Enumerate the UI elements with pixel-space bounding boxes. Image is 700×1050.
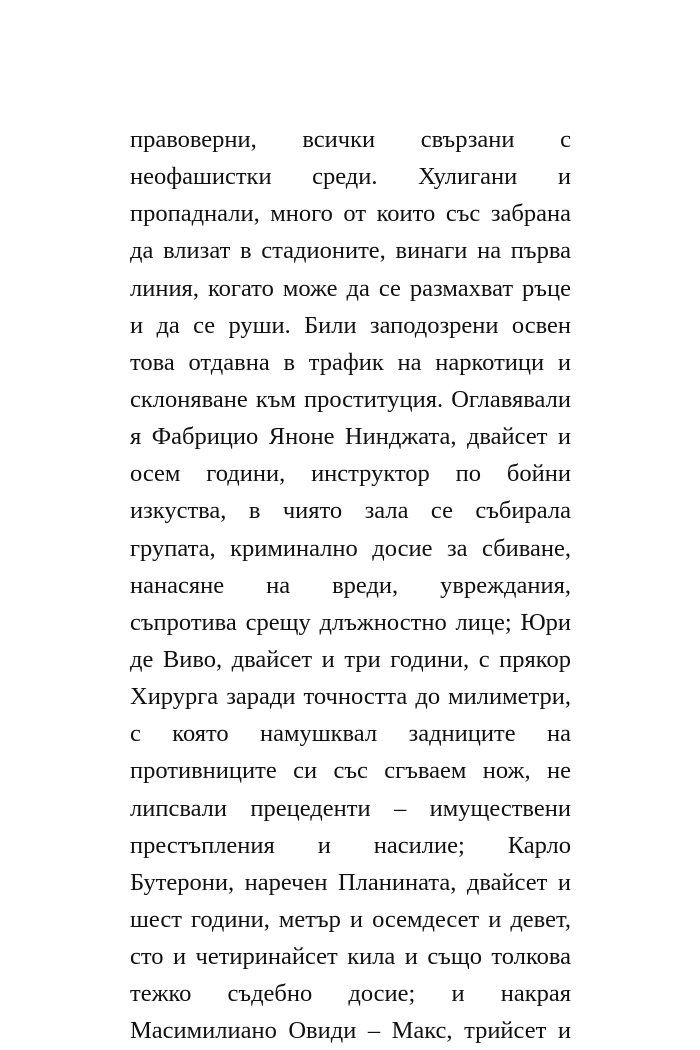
word: в: [248, 497, 261, 525]
word: двайсет: [466, 423, 548, 451]
word: Масимилиано: [130, 1017, 277, 1045]
word: отдавна: [188, 348, 270, 376]
word: сто: [130, 943, 164, 971]
word: първа: [510, 237, 571, 265]
word: руши.: [228, 311, 291, 339]
text-line: [130, 344, 571, 381]
word: нанасяне: [130, 571, 225, 599]
text-line: [130, 975, 571, 1012]
word: на: [477, 237, 502, 265]
word: пропаднали,: [130, 200, 260, 228]
text-line: [130, 381, 571, 418]
word: срещу: [245, 608, 311, 636]
word: нож,: [482, 757, 531, 785]
word: ръце: [522, 274, 571, 302]
word: Фабрицио: [151, 423, 259, 451]
word: се: [193, 311, 216, 339]
word: Планината,: [337, 868, 457, 896]
word: стадионите,: [261, 237, 386, 265]
word: с: [130, 720, 141, 748]
word: на: [546, 720, 571, 748]
word: години,: [390, 645, 470, 673]
word: Оглавявали: [451, 385, 571, 413]
word: престъпления: [130, 831, 275, 859]
word: и: [317, 831, 331, 859]
text-line: [130, 715, 571, 752]
word: правоверни,: [130, 126, 257, 153]
word: до: [415, 683, 441, 711]
word: инструктор: [311, 460, 430, 488]
word: по: [455, 460, 482, 488]
word: с: [478, 645, 490, 673]
word: двайсет: [466, 868, 548, 896]
word: кила: [347, 943, 396, 971]
text-line: [130, 418, 571, 455]
word: Хирурга: [130, 683, 219, 711]
word: прякор: [499, 645, 571, 673]
word: четиринайсет: [195, 943, 338, 971]
word: заради: [226, 683, 296, 711]
text-line: [130, 492, 571, 529]
word: със: [445, 200, 481, 228]
word: досие: [372, 534, 433, 562]
word: осем: [130, 460, 181, 488]
text-line: [130, 158, 571, 195]
word: събирала: [475, 497, 571, 525]
word: среди.: [312, 163, 378, 191]
word: със: [333, 757, 368, 785]
word: и: [130, 311, 144, 339]
word: които: [376, 200, 436, 228]
text-line: [130, 455, 571, 492]
text-line: [130, 1012, 571, 1049]
word: милиметри,: [448, 683, 571, 711]
word: намушквал: [260, 720, 378, 748]
word: досие;: [348, 980, 416, 1008]
word: заподозрени: [369, 311, 499, 339]
word: години,: [206, 460, 286, 488]
word: Хулигани: [418, 163, 518, 191]
word: и: [557, 348, 571, 376]
word: забрана: [490, 200, 571, 228]
word: –: [393, 794, 407, 822]
word: да: [156, 311, 180, 339]
word: Макс,: [391, 1017, 453, 1045]
word: и: [349, 905, 364, 933]
word: която: [172, 720, 229, 748]
word: я: [130, 423, 142, 451]
word: де: [130, 645, 154, 673]
word: бойни: [506, 460, 571, 488]
word: девет,: [510, 905, 571, 933]
word: трафик: [308, 348, 384, 376]
word: –: [367, 1017, 381, 1045]
word: проституция.: [303, 385, 444, 413]
word: противниците: [130, 757, 277, 785]
word: насилие;: [373, 831, 465, 859]
word: свързани: [420, 126, 515, 153]
word: зала: [364, 497, 409, 525]
word: винаги: [395, 237, 468, 265]
word: може: [282, 274, 338, 302]
word: метър: [278, 905, 341, 933]
word: се: [430, 497, 453, 525]
word: три: [344, 645, 381, 673]
word: длъжностно: [319, 608, 447, 636]
word: за: [446, 534, 468, 562]
word: Виво,: [162, 645, 223, 673]
word: неофашистки: [130, 163, 272, 191]
word: Бутерони,: [130, 868, 235, 896]
word: това: [130, 348, 175, 376]
word: размахват: [409, 274, 514, 302]
word: вреди,: [332, 571, 399, 599]
word: увреждания,: [440, 571, 571, 599]
word: и: [321, 645, 335, 673]
word: много: [270, 200, 333, 228]
text-line: [130, 901, 571, 938]
word: накрая: [500, 980, 571, 1008]
word: точността: [303, 683, 408, 711]
word: Карло: [507, 831, 571, 859]
text-line: [130, 827, 571, 864]
word: години,: [190, 905, 270, 933]
word: на: [397, 348, 422, 376]
word: Нинджата,: [344, 423, 457, 451]
word: задниците: [408, 720, 516, 748]
word: линия,: [130, 274, 199, 302]
word: и: [488, 905, 502, 933]
word: Били: [304, 311, 357, 339]
text-line: [130, 232, 571, 269]
body-text: [130, 121, 571, 1050]
text-line: [130, 604, 571, 641]
word: склоняване: [130, 385, 248, 413]
word: да: [130, 237, 154, 265]
word: на: [266, 571, 291, 599]
text-line: [130, 270, 571, 307]
word: толкова: [491, 943, 571, 971]
word: към: [255, 385, 296, 413]
word: съдебно: [227, 980, 313, 1008]
word: и: [557, 163, 571, 191]
word: Юри: [520, 608, 571, 636]
text-line: [130, 121, 571, 158]
text-line: [130, 307, 571, 344]
word: се: [378, 274, 401, 302]
word: лице;: [455, 608, 512, 636]
word: и: [557, 1017, 571, 1045]
word: в: [283, 348, 296, 376]
word: прецеденти: [250, 794, 371, 822]
text-line: [130, 641, 571, 678]
word: от: [343, 200, 367, 228]
word: изкуства,: [130, 497, 227, 525]
word: всички: [302, 126, 376, 153]
text-line: [130, 790, 571, 827]
word: Овиди: [288, 1017, 357, 1045]
word: липсвали: [130, 794, 227, 822]
word: с: [560, 126, 571, 153]
word: шест: [130, 905, 182, 933]
text-line: [130, 530, 571, 567]
word: двайсет: [231, 645, 313, 673]
word: тежко: [130, 980, 192, 1008]
word: не: [546, 757, 571, 785]
word: трийсет: [464, 1017, 547, 1045]
text-line: [130, 678, 571, 715]
text-line: [130, 864, 571, 901]
word: и: [557, 868, 571, 896]
word: криминално: [230, 534, 358, 562]
word: осемдесет: [372, 905, 480, 933]
word: и: [451, 980, 465, 1008]
word: чиято: [282, 497, 343, 525]
word: наркотици: [435, 348, 545, 376]
word: съпротива: [130, 608, 237, 636]
word: и: [557, 423, 571, 451]
word: освен: [511, 311, 571, 339]
word: имуществени: [429, 794, 571, 822]
word: сбиване,: [482, 534, 571, 562]
word: в: [240, 237, 252, 265]
word: и: [404, 943, 418, 971]
text-line: [130, 938, 571, 975]
word: и: [172, 943, 187, 971]
word: наречен: [244, 868, 328, 896]
word: групата,: [130, 534, 216, 562]
word: да: [346, 274, 370, 302]
word: също: [427, 943, 482, 971]
word: влизат: [163, 237, 231, 265]
word: Яноне: [268, 423, 335, 451]
text-line: [130, 567, 571, 604]
text-line: [130, 752, 571, 789]
word: си: [293, 757, 318, 785]
text-line: [130, 195, 571, 232]
word: когато: [207, 274, 274, 302]
word: сгъваем: [384, 757, 467, 785]
